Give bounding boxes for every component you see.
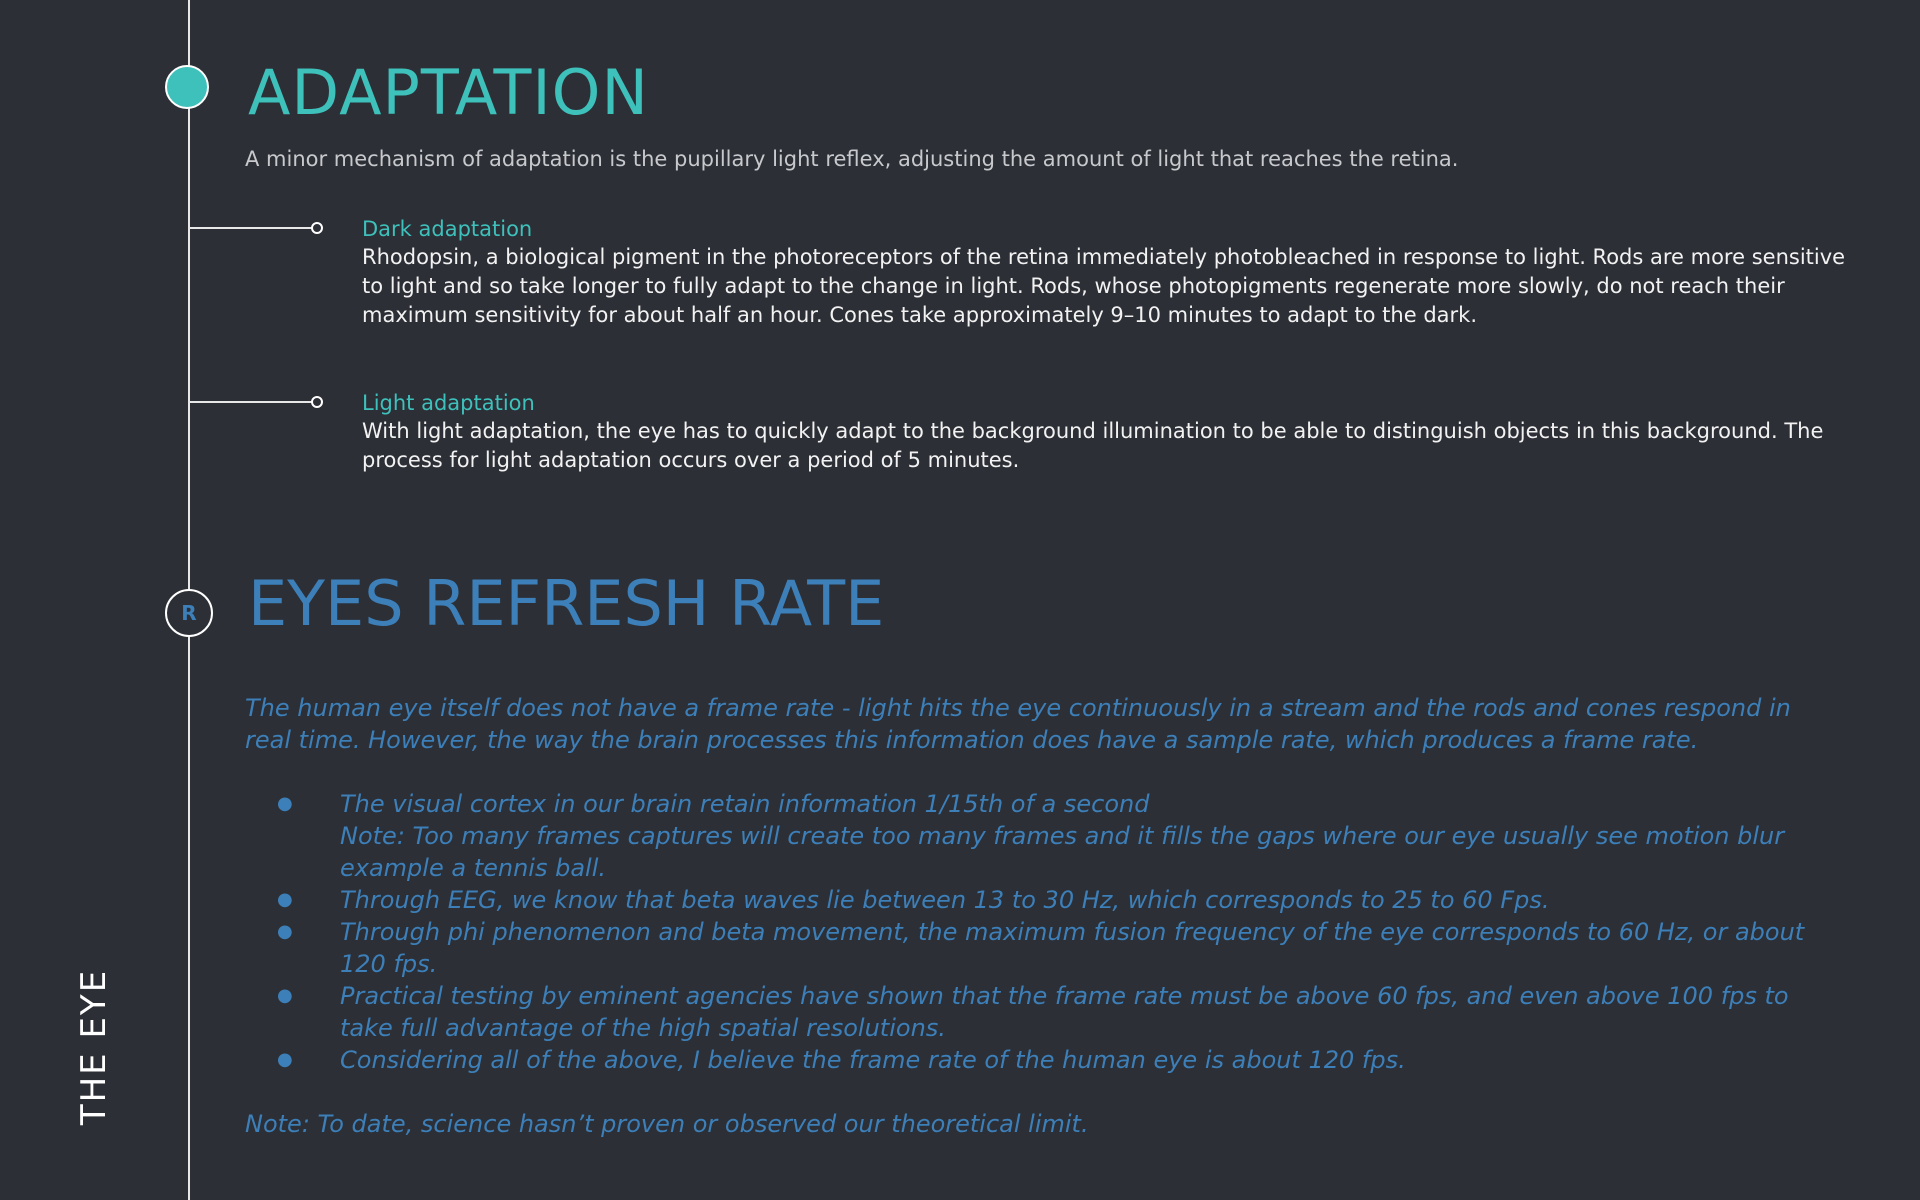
refresh-rate-final-note: Note: To date, science hasn’t proven or observed our theoretical limit. bbox=[245, 1110, 1089, 1138]
bullet-icon: ● bbox=[277, 921, 293, 942]
bullet-icon: ● bbox=[277, 889, 293, 910]
list-item-text: The visual cortex in our brain retain information 1/15th of a second bbox=[340, 790, 1150, 818]
list-item bbox=[272, 788, 1840, 884]
list-item-text: Through phi phenomenon and beta movement, the maximum fusion frequency of the eye corresponds to 60 Hz, or about 120 fps. bbox=[340, 918, 1805, 978]
dark-adaptation-heading: Dark adaptation bbox=[362, 217, 533, 241]
dark-adaptation-dot-icon bbox=[311, 222, 323, 234]
refresh-rate-list bbox=[272, 788, 1840, 1076]
list-item-text: Practical testing by eminent agencies have shown that the frame rate must be above 60 fps, and even above 100 fps to take full advantage of the high spatial resolutions. bbox=[340, 982, 1789, 1042]
light-adaptation-heading: Light adaptation bbox=[362, 391, 535, 415]
list-item bbox=[272, 916, 1840, 980]
adaptation-node-icon bbox=[165, 65, 209, 109]
bullet-icon: ● bbox=[277, 793, 293, 814]
bullet-icon: ● bbox=[277, 1049, 293, 1070]
adaptation-intro: A minor mechanism of adaptation is the pupillary light reflex, adjusting the amount of light that reaches the retina. bbox=[245, 147, 1459, 171]
list-item bbox=[272, 884, 1840, 916]
list-item-text: Considering all of the above, I believe the frame rate of the human eye is about 120 fps. bbox=[340, 1046, 1406, 1074]
refresh-node-icon: R bbox=[165, 589, 213, 637]
list-item-text: Through EEG, we know that beta waves lie between 13 to 30 Hz, which corresponds to 25 to 60 Fps. bbox=[340, 886, 1550, 914]
light-adaptation-body: With light adaptation, the eye has to quickly adapt to the background illumination to be able to distinguish objects in this background. The process for light adaptation occurs over a period of 5 minutes. bbox=[362, 419, 1824, 472]
dark-adaptation-connector bbox=[189, 227, 315, 229]
light-adaptation-connector bbox=[189, 401, 315, 403]
list-item bbox=[272, 980, 1840, 1044]
refresh-rate-intro: The human eye itself does not have a frame rate - light hits the eye continuously in a stream and the rods and cones respond in real time. However, the way the brain processes this information does have a sample rate, which produces a frame rate. bbox=[245, 694, 1791, 754]
list-item-note: Note: Too many frames captures will create too many frames and it fills the gaps where our eye usually see motion blur example a tennis ball. bbox=[340, 822, 1785, 882]
refresh-rate-title: EYES REFRESH RATE bbox=[248, 567, 885, 640]
light-adaptation-dot-icon bbox=[311, 396, 323, 408]
side-label: THE EYE bbox=[74, 968, 114, 1126]
list-item bbox=[272, 1044, 1840, 1076]
dark-adaptation-body: Rhodopsin, a biological pigment in the photoreceptors of the retina immediately photobleached in response to light. Rods are more sensitive to light and so take longer to fully adapt to the change in light. Rods, whose photopigments regenerate more slowly, do not reach their maximum sensitivity for about half an hour. Cones take approximately 9–10 minutes to adapt to the dark. bbox=[362, 245, 1846, 327]
adaptation-title: ADAPTATION bbox=[248, 56, 649, 129]
bullet-icon: ● bbox=[277, 985, 293, 1006]
